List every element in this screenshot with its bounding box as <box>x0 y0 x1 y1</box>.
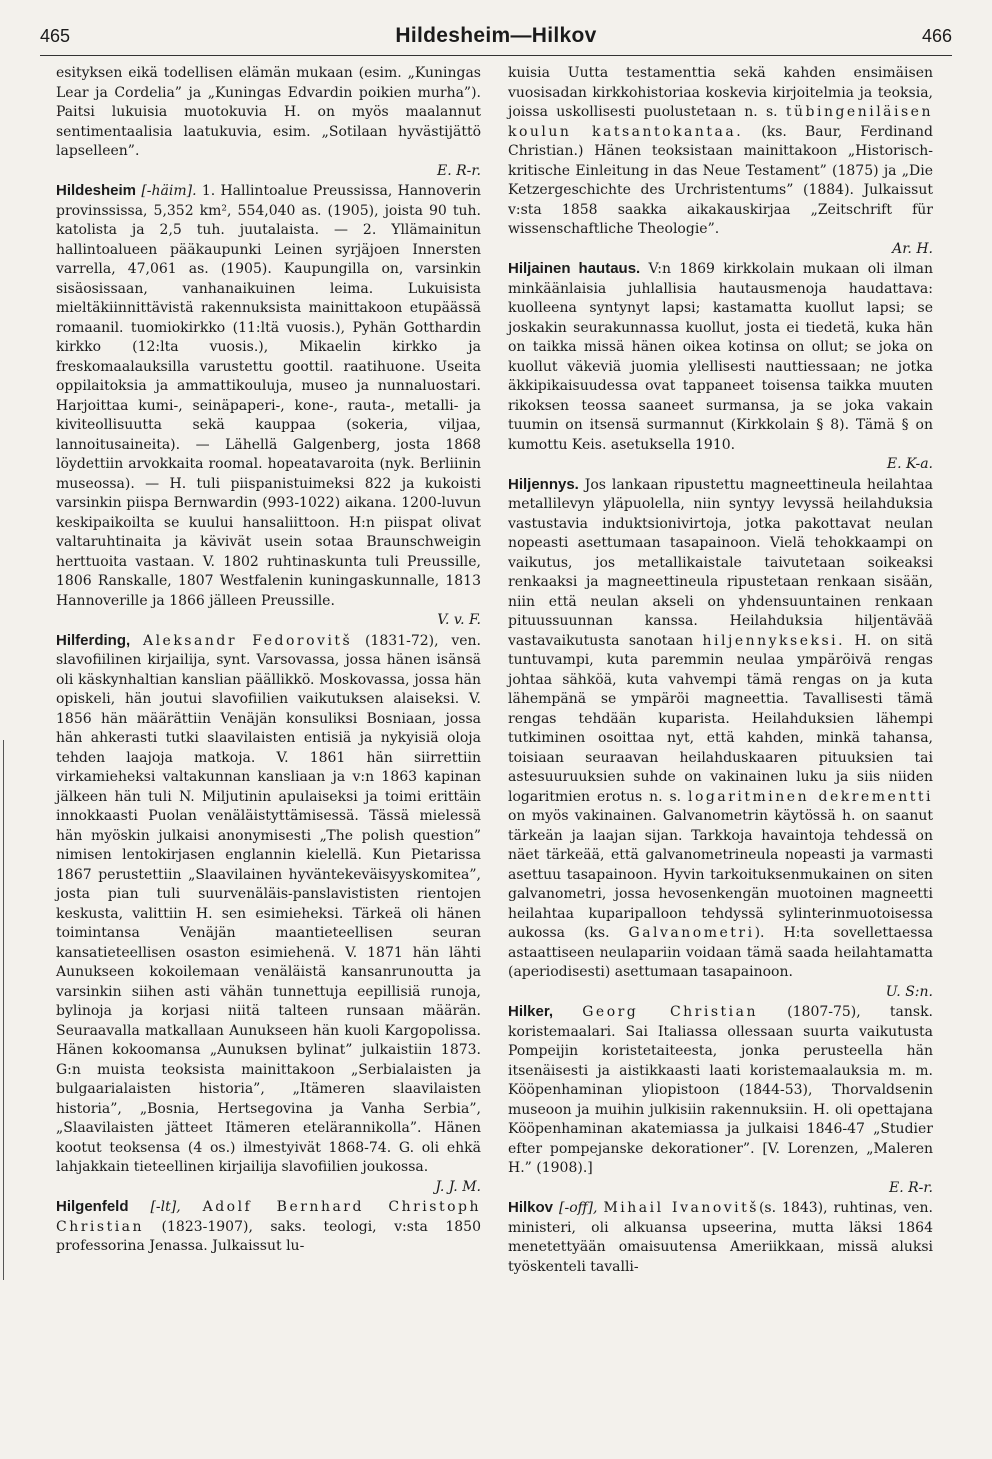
entry-hiljainen-hautaus: Hiljainen hautaus. V:n 1869 kirkkolain mukaan oli ilman minkäänlaisia juhlallisia hautausmenoja haudattava: kuolleena syntynyt lapsi; kastamatta kuollut lapsi; se joskakin seurakunnassa kuollut, josta ei tiedetä, kuka hän on taikka missä hänen oikea kotinsa on ollut; se joka on kuollut väkeviä juomia ylellisesti nauttiessaan; ne jotka äkkipikaisuudessa ovat tappaneet toisensa taikka muuten rikoksen teossa saaneet surmansa, ja se joka vakain tuumin on itsensä surmannut (Kirkkolain § 8). Tämä § on kumottu Keis. asetuksella 1910. <box>508 260 933 453</box>
signature: E. R-r. <box>437 162 481 179</box>
entry-hilgenfeld: Hilgenfeld [-lt], Adolf Bernhard Christoph Christian (1823-1907), saks. teologi, v:sta 1850 professorina Jenassa. Julkaissut lu- <box>56 1198 481 1254</box>
headword: Hilgenfeld <box>56 1198 129 1215</box>
entry-hiljennys: Hiljennys. Jos lankaan ripustettu magneettineula heilahtaa metallilevyn yläpuolella, niin syntyy levyssä heilahduksia vastustavia induktsionivirtoja, jotka pakottavat neulan nopeasti asettumaan tasapainoon. Vielä tehokkaampi on vaikutus, jos metallikaistale taivutetaan soikeaksi renkaaksi ja magneettineula ripustetaan renkaan sisään, niin että neulan akseli on yhdensuuntainen renkaan pituussuunnan kanssa. Heilahduksia hiljentävää vastavaikutusta sanotaan hiljennykseksi. H. on sitä tuntuvampi, kuta paremmin neulaa ympäröivä rengas johtaa sähköä, kuta vahvempi tämä rengas on ja kuta lähempänä se ympäröi magneettia. Tavallisesti tämä rengas tehdään kuparista. Heilahduksien lähempi tutkiminen osoittaa nyt, että kahden, minkä tahansa, toisiaan seuraavan heilahduskaaren pituuksien tai astesuuruuksien suhde on vakinainen luku ja siis niiden logaritmien erotus n. s. logaritminen dekrementti on myös vakinainen. Galvanometrin käytössä h. on saanut tärkeän ja laajan sijan. Tarkkoja havaintoja tehdessä on näet tärkeää, että galvanometrineula nopeasti ja varmasti asettuu tasapainoon. Hyvin tarkoituksenmukainen on siten galvanometri, jossa hevosenkengän muotoinen magneetti heilahtaa kuparipalloon tehdyssä sylinterinmuotoisessa aukossa (ks. Galvanometri). H:ta sovellettaessa astaattiseen neulapariin voidaan tämä saada heilahtamatta (aperiodisesti) asettumaan tasapainoon. <box>508 475 934 980</box>
running-title: Hildesheim—Hilkov <box>395 24 597 47</box>
headword: Hiljennys. <box>508 475 579 493</box>
right-page-number: 466 <box>921 25 952 46</box>
entry-hilferding: Hilferding, Aleksandr Fedorovitš (1831-72), ven. slavofiilinen kirjailija, synt. Varsovassa, jossa hänen isänsä oli käskynhaltian kanslian päällikkö. Moskovassa, jossa hän opiskeli, hän joutui slavofiilien vaikutuksen alaiseksi. V. 1856 hän määrättiin Venäjän konsuliksi Bosniaan, jossa hän ahkerasti tutki slaavilaisten entisiä ja nykyisiä oloja tehden laajoja matkoja. V. 1861 hän siirrettiin virkamieheksi valtakunnan kansliaan ja v:n 1863 kapinan jälkeen hän tuli N. Miljutinin apulaiseksi ja toimi erittäin innokkaasti Puolan venäläistyttämisessä. Tässä mielessä hän myöskin julkaisi anonymisesti „The polish question” nimisen lentokirjasen englannin kielellä. Kun Pietarissa 1867 perustettiin „Slaavilainen hyväntekeväisyyskomitea”, josta pian tuli suurvenäläis-panslavististen rientojen keskusta, valittiin H. sen esimieheksi. Tärkeä oli hänen toimintansa Venäjän maantieteellisen seuran kansatieteellisen osaston esimiehenä. V. 1871 hän lähti Aunukseen kokoilemaan venäläistä kansanrunoutta ja varsinkin siihen asti vähän tunnettuja eepillisiä runoja, bylinoja ja korjasi niitä talteen runsaan määrän. Seuraavalla matkallaan Aunukseen hän kuoli Kargopolissa. Hänen kokoomansa „Aunuksen bylinat” julkaistiin 1873. G:n muista teoksista mainittakoon „Serbialaisten ja bulgaarialaisten historia”, „Itämeren slaavilaisten historia”, „Bosnia, Hertsegovina ja Vanha Serbia”, „Slaavilaisten jätteet Itämeren etelärannikolla”. Hänen kootut teoksensa (4 os.) ilmestyivät 1868-74. G. oli ehkä lahjakkain tieteellinen kirjailija slavofiilien joukossa. <box>56 631 481 1175</box>
signature: Ar. H. <box>892 240 933 257</box>
headword: Hiljainen hautaus. <box>508 260 641 277</box>
entry-hilkov: Hilkov [-off], Mihail Ivanovitš(s. 1843), ruhtinas, ven. ministeri, oli alkuansa upseerina, mutta läksi 1864 menetettyään omaisuutensa Ameriikkaan, missä aluksi työskenteli tavalli- <box>508 1199 934 1275</box>
left-page-number: 465 <box>40 25 71 46</box>
paragraph: kuisia Uutta testamenttia sekä kahden ensimäisen vuosisadan kirkkohistoriaa koskevia kirjoitelmia ja teoksia, joissa uskollisesti puolustetaan n. s. tübingeniläisen koulun katsantokantaa. (ks. Baur, Ferdinand Christian.) Hänen teoksistaan mainittakoon „Historisch-kritische Einleitung in das Neue Testament” (1875) ja „Die Ketzergeschichte des Urchristentums” (1884). Julkaissut v:sta 1858 saakka aikakauskirjaa „Zeitschrift für wissenschaftliche Theologie”. <box>508 65 933 237</box>
signature: E. R-r. <box>889 1179 933 1196</box>
entry-hildesheim: Hildesheim [-häim]. 1. Hallintoalue Preussissa, Hannoverin provinssissa, 5,352 km², 554,040 as. (1905), joista 90 tuh. katolista ja 2,5 tuh. juutalaista. — 2. Yllämainitun hallintoalueen pääkaupunki Leinen syrjäjoen Innersten varrella, 47,061 as. (1905). Kaupungilla on, varsinkin sisäosissaan, vanhanaikuinen leima. Lukuisista mieltäkiinnittävistä rakennuksista mainittakoon etupäässä romaanil. tuomiokirkko (11:ltä vuosis.), Pyhän Gotthardin kirkko (12:lta vuosis.), Mikaelin kirkko ja freskomaalauksilla varustettu goottil. raatihuone. Useita oppilaitoksia ja ammattikouluja, museo ja nunnaluostari. Harjoittaa kumi-, seinäpaperi-, kone-, rauta-, metalli- ja kiviteollisuutta sekä kauppaa (sokeria, viljaa, lannoitusaineita). — Lähellä Galgenberg, josta 1868 löydettiin arvokkaita roomal. hopeatavaroita (nyk. Berliinin museossa). — H. tuli piispanistuimeksi 822 ja kukoisti varsinkin piispa Bernwardin (993-1022) aikana. 1200-luvun keskipaikoilta se kuului hansaliittoon. H:n piispat olivat valtaruhtinaita ja kävivät usein sotaa Braunschweigin herttuoita vastaan. V. 1802 ruhtinaskunta tuli Preussille, 1806 Ranskalle, 1807 Westfalenin kuningaskunnalle, 1813 Hannoverille ja 1866 jälleen Preussille. <box>56 182 482 609</box>
signature: E. K-a. <box>886 456 933 472</box>
paragraph: esityksen eikä todellisen elämän mukaan (esim. „Kuningas Lear ja Cordelia” ja „Kuningas Edvardin poikien murha”). Paitsi lukuisia muotokuvia H. on myös maalannut sentimentaalisia laatukuvia, esim. „Sotilaan hyvästijättö lapselleen”. <box>56 65 481 159</box>
headword: Hilferding, <box>56 631 131 649</box>
signature: V. v. F. <box>437 612 481 628</box>
margin-line <box>3 740 4 1280</box>
headword: Hilkov <box>508 1199 554 1216</box>
signature: U. S:n. <box>885 983 933 1000</box>
headword: Hildesheim <box>56 182 137 199</box>
page-header <box>40 22 952 50</box>
left-column <box>56 64 481 1257</box>
header-rule <box>40 55 952 56</box>
right-column <box>508 64 933 1277</box>
headword: Hilker, <box>508 1003 554 1020</box>
signature: J. J. M. <box>435 1178 481 1195</box>
entry-hilker: Hilker, Georg Christian (1807-75), tansk. koristemaalari. Sai Italiassa ollessaan suurta vaikutusta Pompeijin koristetaiteesta, jonka perusteella hän itsenäisesti ja aistikkaasti laati koristemaalauksia m. m. Kööpenhaminan yliopistoon (1844-53), Thorvaldsenin museoon ja muihin julkisiin rakennuksiin. H. oli opettajana Kööpenhaminan akatemiassa ja julkaisi 1846-47 „Studier efter pompejanske dekorationer”. [V. Lorenzen, „Maleren H.” (1908).] <box>508 1003 934 1176</box>
